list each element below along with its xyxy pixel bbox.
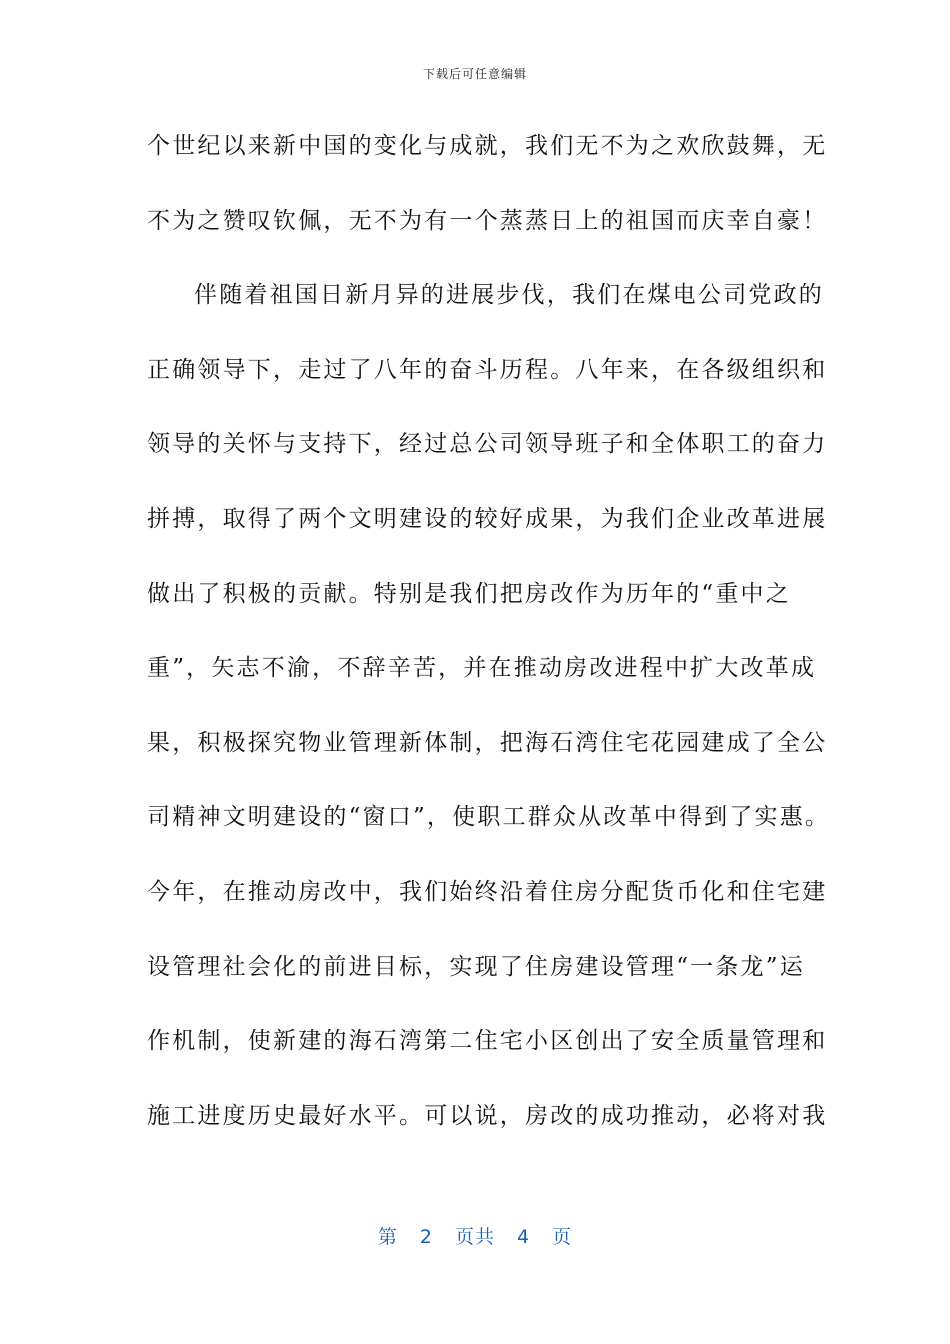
page-header: 下载后可任意编辑 (422, 67, 527, 81)
text-line: 设管理社会化的前进目标，实现了住房建设管理“一条龙”运 (147, 953, 805, 980)
page-footer (0, 1222, 950, 1252)
footer-total-pages: 4 (517, 1226, 531, 1248)
text-line: 不为之赞叹钦佩，无不为有一个蒸蒸日上的祖国而庆幸自豪！ (147, 207, 828, 234)
text-line: 今年，在推动房改中，我们始终沿着住房分配货币化和住宅建 (147, 878, 828, 905)
footer-label-end: 页 (552, 1226, 573, 1248)
text-line: 果，积极探究物业管理新体制，把海石湾住宅花园建成了全公 (147, 729, 828, 756)
text-line: 拼搏，取得了两个文明建设的较好成果，为我们企业改革进展 (147, 505, 828, 532)
paragraph-start-line: 伴随着祖国日新月异的进展步伐，我们在煤电公司党政的 (194, 282, 824, 309)
text-line: 正确领导下，走过了八年的奋斗历程。八年来，在各级组织和 (147, 356, 828, 383)
text-line: 施工进度历史最好水平。可以说，房改的成功推动，必将对我 (147, 1102, 828, 1129)
text-line: 个世纪以来新中国的变化与成就，我们无不为之欢欣鼓舞，无 (147, 133, 828, 159)
body-text (147, 120, 831, 1164)
text-line: 做出了积极的贡献。特别是我们把房改作为历年的“重中之 (147, 580, 791, 607)
text-line: 司精神文明建设的“窗口”，使职工群众从改革中得到了实惠。 (147, 804, 831, 831)
text-line: 重”，矢志不渝，不辞辛苦，并在推动房改进程中扩大改革成 (147, 655, 817, 682)
footer-label-of: 页共 (454, 1226, 495, 1248)
footer-label-page: 第 (377, 1226, 398, 1248)
text-line: 领导的关怀与支持下，经过总公司领导班子和全体职工的奋力 (147, 431, 828, 458)
text-line: 作机制，使新建的海石湾第二住宅小区创出了安全质量管理和 (147, 1028, 828, 1055)
footer-current-page: 2 (419, 1226, 433, 1248)
